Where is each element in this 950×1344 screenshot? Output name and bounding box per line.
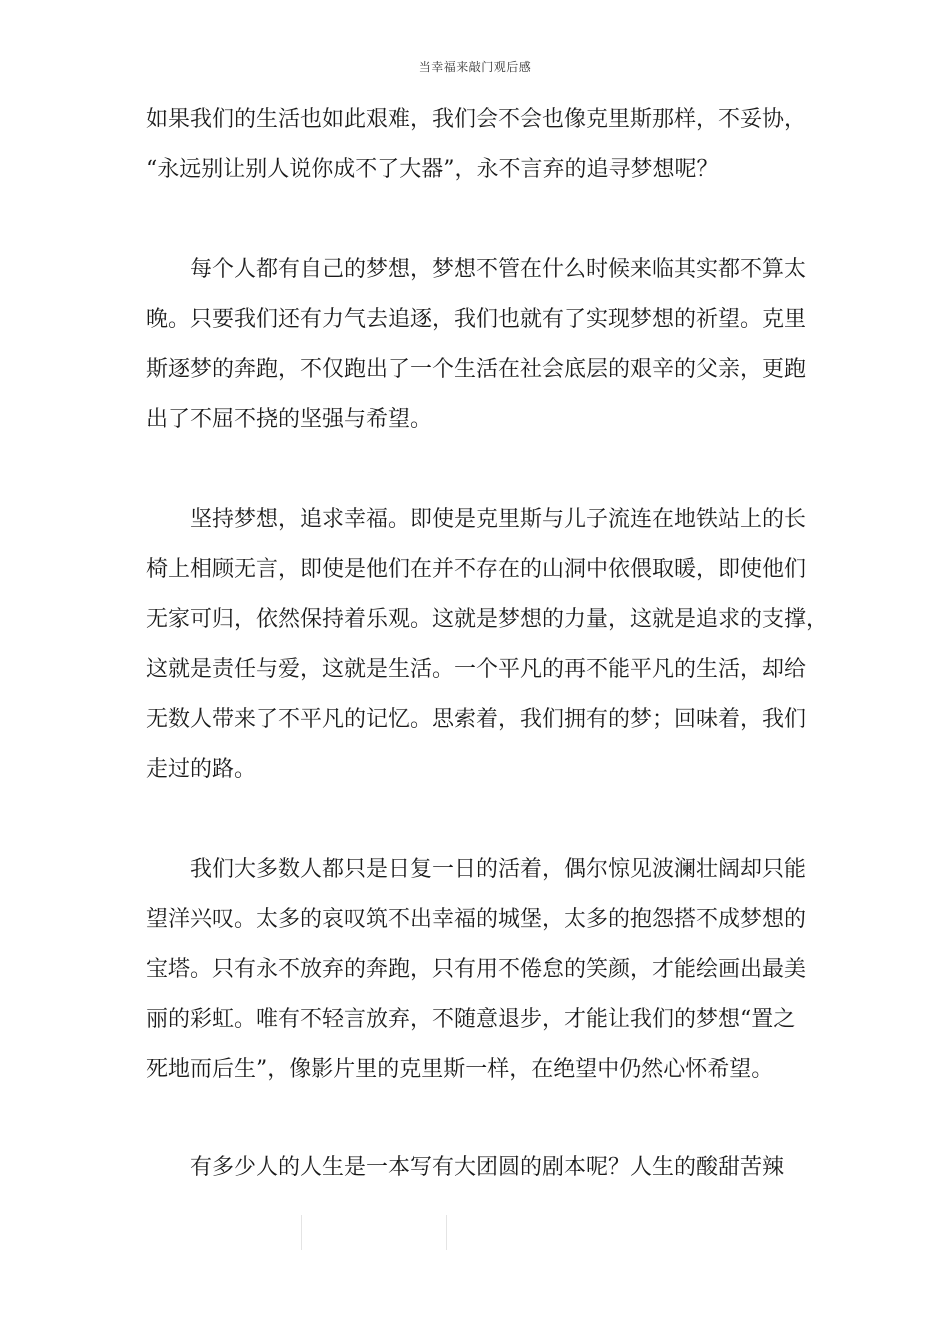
paragraph-line: 无数人带来了不平凡的记忆。思索着，我们拥有的梦；回味着，我们: [146, 707, 807, 732]
paragraph-line: 我们大多数人都只是日复一日的活着，偶尔惊见波澜壮阔却只能: [190, 857, 807, 882]
paragraph-line: 这就是责任与爱，这就是生活。一个平凡的再不能平凡的生活，却给: [146, 657, 807, 682]
paragraph-line: 走过的路。: [146, 757, 257, 782]
page-header-title: 当幸福来敲门观后感: [418, 60, 532, 74]
paragraph-line: 每个人都有自己的梦想，梦想不管在什么时候来临其实都不算太: [190, 257, 807, 282]
paragraph-line: 有多少人的人生是一本写有大团圆的剧本呢？人生的酸甜苦辣: [190, 1155, 785, 1180]
paragraph-line: 宝塔。只有永不放弃的奔跑，只有用不倦怠的笑颜，才能绘画出最美: [146, 957, 807, 982]
paragraph-line: 椅上相顾无言，即使是他们在并不存在的山洞中依偎取暖，即使他们: [146, 557, 807, 582]
paragraph-line: 死地而后生”，像影片里的克里斯一样，在绝望中仍然心怀希望。: [146, 1057, 774, 1082]
paragraph-line: 无家可归，依然保持着乐观。这就是梦想的力量，这就是追求的支撑，: [146, 607, 829, 632]
footer-divider-left: [301, 1215, 302, 1250]
paragraph-line: 斯逐梦的奔跑，不仅跑出了一个生活在社会底层的艰辛的父亲，更跑: [146, 357, 807, 382]
paragraph-line: 如果我们的生活也如此艰难，我们会不会也像克里斯那样，不妥协，: [146, 107, 807, 132]
footer-divider-right: [446, 1215, 447, 1250]
paragraph-line: “永远别让别人说你成不了大器”，永不言弃的追寻梦想呢？: [146, 157, 719, 182]
paragraph-line: 晚。只要我们还有力气去追逐，我们也就有了实现梦想的祈望。克里: [146, 307, 807, 332]
paragraph-line: 出了不屈不挠的坚强与希望。: [146, 407, 433, 432]
paragraph-line: 望洋兴叹。太多的哀叹筑不出幸福的城堡，太多的抱怨搭不成梦想的: [146, 907, 807, 932]
paragraph-line: 丽的彩虹。唯有不轻言放弃，不随意退步，才能让我们的梦想“置之: [146, 1007, 796, 1032]
paragraph-line: 坚持梦想，追求幸福。即使是克里斯与儿子流连在地铁站上的长: [190, 507, 807, 532]
